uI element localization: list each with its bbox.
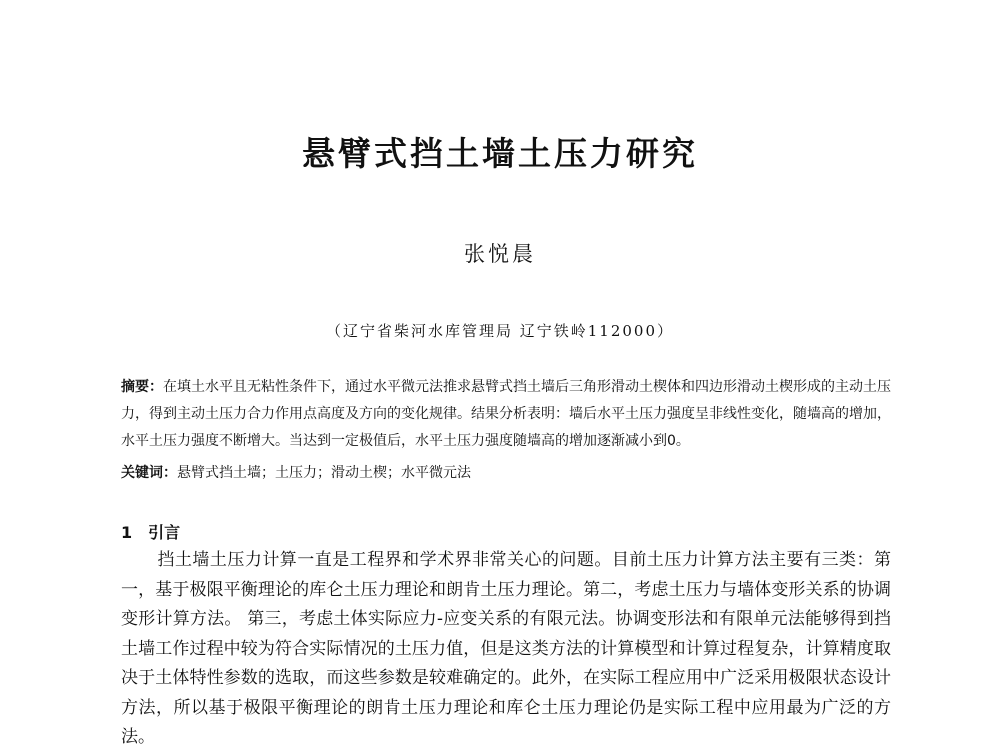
author-affiliation: （辽宁省柴河水库管理局 辽宁铁岭112000） bbox=[325, 322, 675, 340]
paper-title: 悬臂式挡土墙土压力研究 bbox=[302, 134, 698, 173]
section-number: 1 bbox=[121, 523, 133, 542]
intro-text: 挡土墙土压力计算一直是工程界和学术界非常关心的问题。目前土压力计算方法主要有三类：第一，基于极限平衡理论的库仑土压力理论和朗肯土压力理论。第二，考虑土压力与墙体变形关系的协调变形计算方法。 第三，考虑土体实际应力-应变关系的有限元法。协调变形法和有限单元法能够得到挡土墙工作过程中较为符合实际情况的土压力值，但是这类方法的计算模型和计算过程复杂，计算精度取决于土体特性参数的选取，而这些参数是较难确定的。此外，在实际工程应用中广泛采用极限状态设计方法，所以基于极限平衡理论的朗肯土压力理论和库仑土压力理论仍是实际工程中应用最为广泛的方法。 bbox=[121, 550, 891, 747]
keywords bbox=[121, 460, 891, 487]
abstract-text: 在填土水平且无粘性条件下，通过水平微元法推求悬臂式挡土墙后三角形滑动土楔体和四边形滑动土楔形成的主动土压力，得到主动土压力合力作用点高度及方向的变化规律。结果分析表明：墙后水平土压力强度呈非线性变化，随墙高的增加，水平土压力强度不断增大。当达到一定极值后，水平土压力强度随墙高的增加逐渐减小到0。 bbox=[121, 379, 891, 449]
section-title: 引言 bbox=[148, 523, 181, 542]
section-heading bbox=[121, 520, 180, 543]
intro-paragraph bbox=[121, 546, 891, 753]
abstract-label: 摘要： bbox=[121, 379, 163, 395]
author-name: 张悦晨 bbox=[464, 242, 536, 266]
keywords-text: 悬臂式挡土墙；土压力；滑动土楔；水平微元法 bbox=[177, 465, 471, 481]
keywords-label: 关键词： bbox=[121, 465, 177, 481]
abstract bbox=[121, 374, 891, 455]
